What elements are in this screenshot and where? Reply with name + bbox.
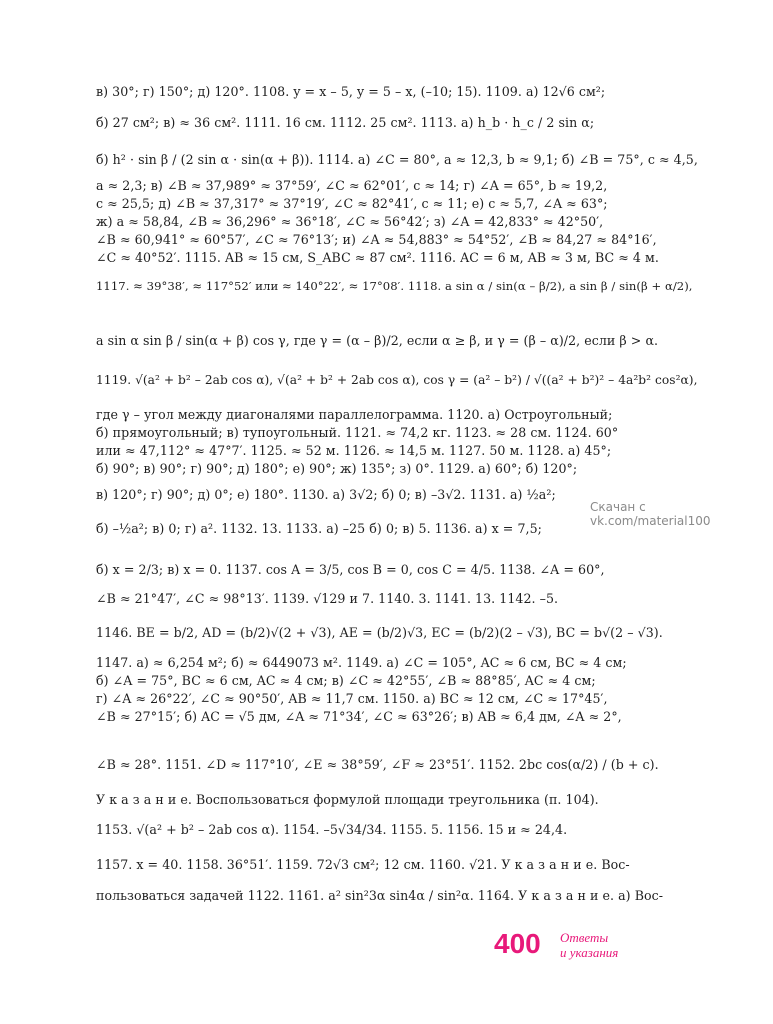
text-line: б) 27 см²; в) ≈ 36 см². 1111. 16 см. 1112. 25 см². 1113. а) h_b · h_c / 2 sin α; bbox=[96, 115, 595, 130]
text-line: ж) a ≈ 58,84, ∠B ≈ 36,296° ≈ 36°18′, ∠C ≈ 56°42′; з) ∠A = 42,833° ≈ 42°50′, bbox=[96, 214, 604, 229]
text-line: 1117. ≈ 39°38′, ≈ 117°52′ или ≈ 140°22′, ≈ 17°08′. 1118. a sin α / sin(α – β/2), a sin β / sin(β + α/2), bbox=[96, 279, 693, 293]
text-line: б) x = 2/3; в) x = 0. 1137. cos A = 3/5, cos B = 0, cos C = 4/5. 1138. ∠A = 60°, bbox=[96, 562, 605, 577]
text-line: б) –½a²; в) 0; г) a². 1132. 13. 1133. а) –25 б) 0; в) 5. 1136. а) x = 7,5; bbox=[96, 521, 542, 536]
text-line: б) 90°; в) 90°; г) 90°; д) 180°; е) 90°; ж) 135°; з) 0°. 1129. а) 60°; б) 120°; bbox=[96, 461, 578, 476]
text-line: б) ∠A = 75°, BC ≈ 6 см, AC ≈ 4 см; в) ∠C ≈ 42°55′, ∠B ≈ 88°85′, AC ≈ 4 см; bbox=[96, 673, 596, 688]
text-line: 1157. x = 40. 1158. 36°51′. 1159. 72√3 см²; 12 см. 1160. √21. У к а з а н и е. Вос- bbox=[96, 857, 630, 872]
text-line: 1146. BE = b/2, AD = (b/2)√(2 + √3), AE = (b/2)√3, EC = (b/2)(2 – √3), BC = b√(2 – √3). bbox=[96, 625, 663, 640]
section-label-line: Ответы bbox=[560, 930, 609, 945]
text-line: б) прямоугольный; в) тупоугольный. 1121. ≈ 74,2 кг. 1123. ≈ 28 см. 1124. 60° bbox=[96, 425, 619, 440]
text-line: 1147. а) ≈ 6,254 м²; б) ≈ 6449073 м². 1149. а) ∠C = 105°, AC ≈ 6 см, BC ≈ 4 см; bbox=[96, 655, 627, 670]
text-line: ∠B ≈ 27°15′; б) AC = √5 дм, ∠A ≈ 71°34′, ∠C ≈ 63°26′; в) AB ≈ 6,4 дм, ∠A ≈ 2°, bbox=[96, 709, 622, 724]
section-label bbox=[560, 930, 670, 960]
text-line: ∠B ≈ 28°. 1151. ∠D ≈ 117°10′, ∠E ≈ 38°59′, ∠F ≈ 23°51′. 1152. 2bc cos(α/2) / (b + c). bbox=[96, 757, 659, 772]
text-line: c ≈ 25,5; д) ∠B ≈ 37,317° ≈ 37°19′, ∠C ≈ 82°41′, c ≈ 11; е) c ≈ 5,7, ∠A ≈ 63°; bbox=[96, 196, 608, 211]
text-line: пользоваться задачей 1122. 1161. a² sin²3α sin4α / sin²α. 1164. У к а з а н и е. а) Вос- bbox=[96, 888, 664, 903]
section-label-line: и указания bbox=[560, 945, 619, 960]
text-line: б) h² · sin β / (2 sin α · sin(α + β)). 1114. а) ∠C = 80°, a ≈ 12,3, b ≈ 9,1; б) ∠B = 75°, c ≈ 4,5, bbox=[96, 152, 698, 167]
text-line: или ≈ 47,112° ≈ 47°7′. 1125. ≈ 52 м. 1126. ≈ 14,5 м. 1127. 50 м. 1128. а) 45°; bbox=[96, 443, 612, 458]
text-line: У к а з а н и е. Воспользоваться формулой площади треугольника (п. 104). bbox=[96, 792, 599, 807]
page-number: 400 bbox=[494, 928, 541, 959]
text-line: 1119. √(a² + b² – 2ab cos α), √(a² + b² + 2ab cos α), cos γ = (a² – b²) / √((a² + b²)² – 4a²b² cos²α), bbox=[96, 373, 698, 387]
watermark: Скачан с vk.com/material100 bbox=[590, 500, 711, 528]
text-line: 1153. √(a² + b² – 2ab cos α). 1154. –5√34/34. 1155. 5. 1156. 15 и ≈ 24,4. bbox=[96, 822, 568, 837]
text-line: где γ – угол между диагоналями параллелограмма. 1120. а) Остроугольный; bbox=[96, 407, 613, 422]
text-line: ∠B ≈ 21°47′, ∠C ≈ 98°13′. 1139. √129 и 7. 1140. 3. 1141. 13. 1142. –5. bbox=[96, 591, 559, 606]
text-line: a ≈ 2,3; в) ∠B ≈ 37,989° ≈ 37°59′, ∠C ≈ 62°01′, c ≈ 14; г) ∠A = 65°, b ≈ 19,2, bbox=[96, 178, 608, 193]
text-line: ∠C ≈ 40°52′. 1115. AB ≈ 15 см, S_ABC ≈ 87 см². 1116. AC = 6 м, AB ≈ 3 м, BC ≈ 4 м. bbox=[96, 250, 659, 265]
text-line: г) ∠A ≈ 26°22′, ∠C ≈ 90°50′, AB ≈ 11,7 см. 1150. а) BC ≈ 12 см, ∠C ≈ 17°45′, bbox=[96, 691, 608, 706]
text-line: в) 30°; г) 150°; д) 120°. 1108. y = x – 5, y = 5 – x, (–10; 15). 1109. а) 12√6 см²; bbox=[96, 84, 606, 99]
text-line: в) 120°; г) 90°; д) 0°; е) 180°. 1130. а) 3√2; б) 0; в) –3√2. 1131. а) ½a²; bbox=[96, 487, 556, 502]
text-line: a sin α sin β / sin(α + β) cos γ, где γ = (α – β)/2, если α ≥ β, и γ = (β – α)/2, если β > α. bbox=[96, 333, 659, 348]
text-line: ∠B ≈ 60,941° ≈ 60°57′, ∠C ≈ 76°13′; и) ∠A ≈ 54,883° ≈ 54°52′, ∠B ≈ 84,27 ≈ 84°16′, bbox=[96, 232, 657, 247]
